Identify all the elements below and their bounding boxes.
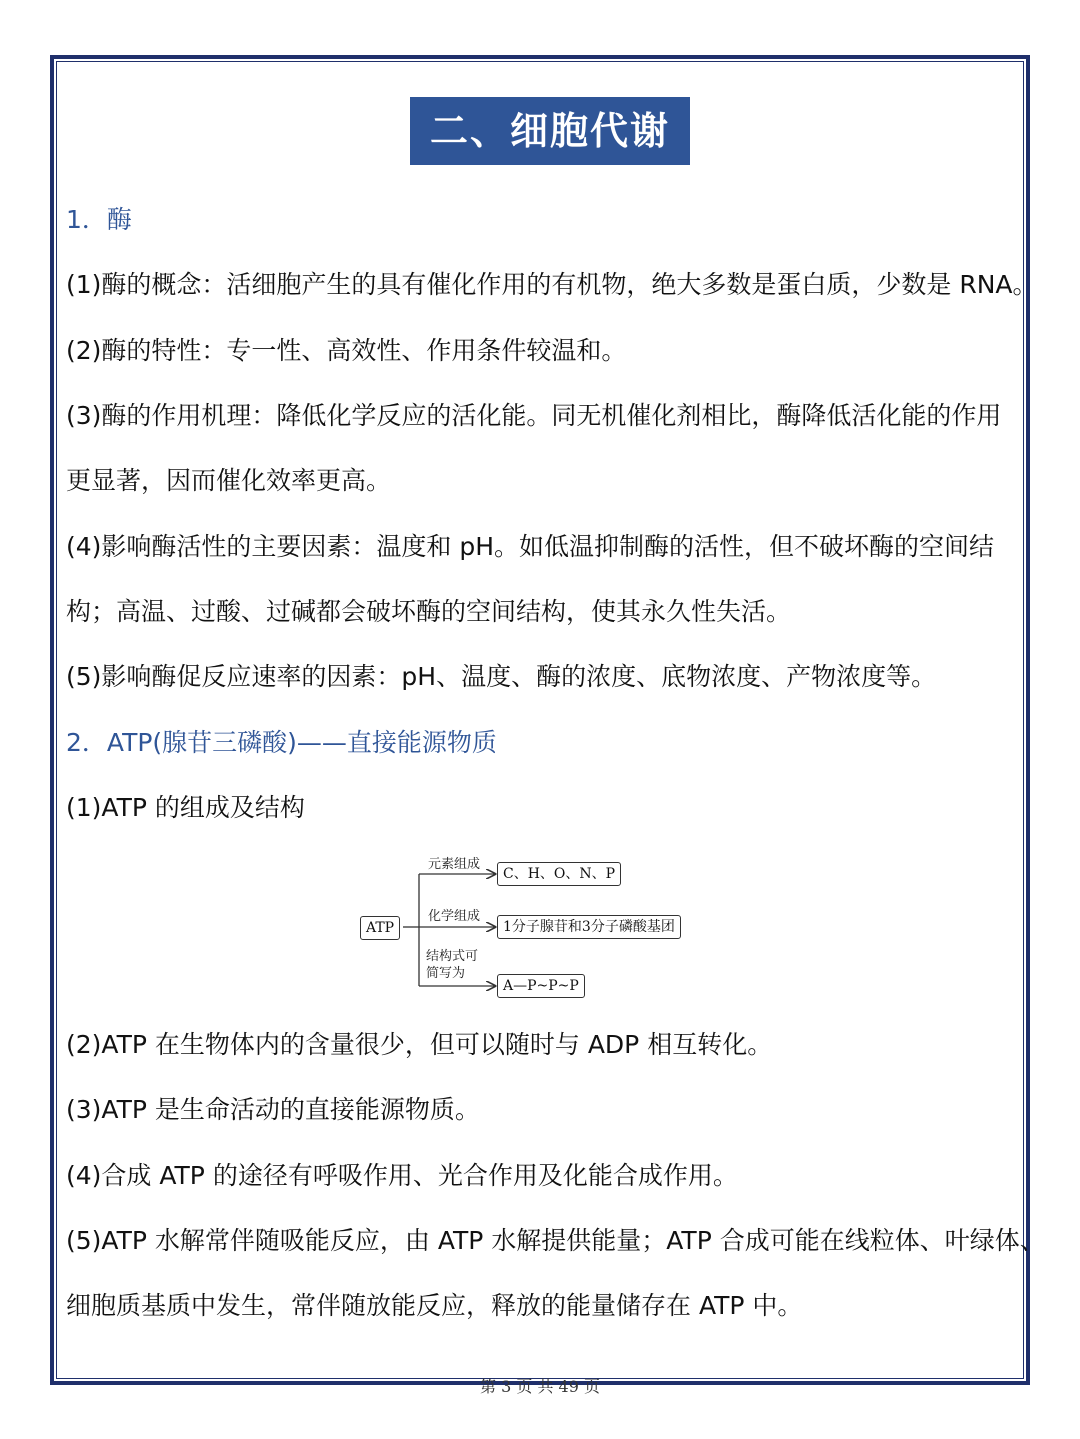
section-heading-enzyme: 1．酶 [66,205,132,234]
page-number: 第 3 页 共 49 页 [480,1377,600,1396]
atp-synthesis-pathways: (4)合成 ATP 的途径有呼吸作用、光合作用及化能合成作用。 [66,1161,738,1190]
atp-direct-energy: (3)ATP 是生命活动的直接能源物质。 [66,1095,480,1124]
branch-label-elements: 元素组成 [428,857,481,872]
enzyme-mechanism-line2: 更显著，因而催化效率更高。 [66,466,392,495]
enzyme-mechanism-line1: (3)酶的作用机理：降低化学反应的活化能。同无机催化剂相比，酶降低活化能的作用 [66,401,1002,430]
atp-root-box: ATP [360,916,400,940]
atp-structure-diagram [355,850,735,1005]
branch-value-formula: A—P~P~P [497,974,585,998]
atp-hydrolysis-line2: 细胞质基质中发生，常伴随放能反应，释放的能量储存在 ATP 中。 [66,1291,803,1320]
section-heading-atp: 2．ATP(腺苷三磷酸)——直接能源物质 [66,728,497,757]
enzyme-factors-line2: 构；高温、过酸、过碱都会破坏酶的空间结构，使其永久性失活。 [66,597,792,626]
branch-label-formula-line1: 结构式可 [426,949,479,964]
branch-label-formula-line2: 简写为 [426,966,466,981]
branch-value-elements: C、H、O、N、P [497,862,621,886]
enzyme-concept: (1)酶的概念：活细胞产生的具有催化作用的有机物，绝大多数是蛋白质，少数是 RNA。 [66,270,1038,299]
enzyme-rate-factors: (5)影响酶促反应速率的因素：pH、温度、酶的浓度、底物浓度、产物浓度等。 [66,662,937,691]
atp-hydrolysis-line1: (5)ATP 水解常伴随吸能反应，由 ATP 水解提供能量；ATP 合成可能在线粒体、叶绿体、 [66,1226,1045,1255]
atp-structure-heading: (1)ATP 的组成及结构 [66,793,305,822]
branch-label-chemical: 化学组成 [428,909,481,924]
atp-content: (2)ATP 在生物体内的含量很少，但可以随时与 ADP 相互转化。 [66,1030,773,1059]
enzyme-factors-line1: (4)影响酶活性的主要因素：温度和 pH。如低温抑制酶的活性，但不破坏酶的空间结 [66,532,995,561]
branch-value-chemical: 1分子腺苷和3分子磷酸基团 [497,915,681,939]
enzyme-properties: (2)酶的特性：专一性、高效性、作用条件较温和。 [66,336,627,365]
page-title: 二、细胞代谢 [410,97,690,165]
